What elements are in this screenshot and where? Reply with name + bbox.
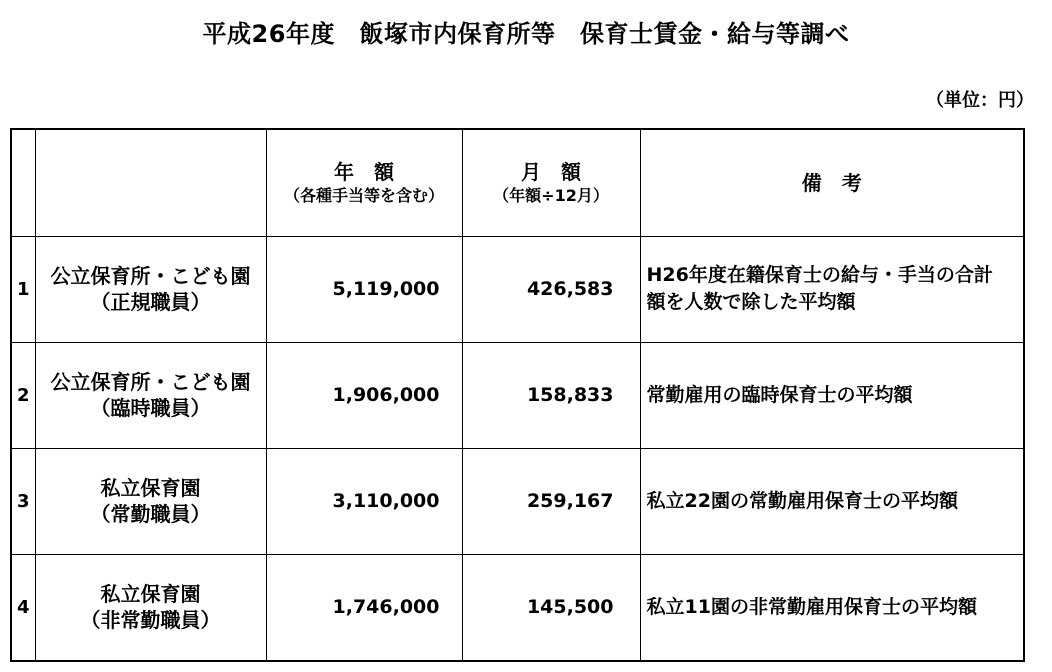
header-annual-note: （各種手当等を含む） [283, 185, 444, 205]
monthly-amount: 426,583 [462, 236, 640, 342]
facility-name-line2: （正規職員） [90, 290, 211, 314]
remark [640, 554, 1024, 661]
table-row [11, 554, 1024, 661]
header-monthly-note: （年額÷12月） [493, 185, 609, 205]
header-remarks-label: 備 考 [801, 170, 862, 195]
remark-line1: 私立11園の非常勤雇用保育士の平均額 [646, 595, 977, 618]
header-monthly [462, 129, 640, 236]
remark [640, 342, 1024, 448]
monthly-amount: 259,167 [462, 448, 640, 554]
facility-name-line1: 私立保育園 [100, 582, 201, 607]
facility-name-line2: （常勤職員） [90, 502, 211, 526]
row-number: 4 [11, 554, 35, 661]
annual-amount: 1,746,000 [266, 554, 462, 661]
page-title: 平成26年度 飯塚市内保育所等 保育士賃金・給与等調べ [202, 20, 850, 48]
facility-name [35, 448, 266, 554]
facility-name-line1: 私立保育園 [100, 476, 201, 500]
remark-line1: H26年度在籍保育士の給与・手当の合計 [646, 264, 993, 286]
facility-name-line2: （臨時職員） [90, 396, 211, 420]
header-monthly-label: 月 額 [521, 159, 581, 184]
remark-line1: 常勤雇用の臨時保育士の平均額 [646, 383, 913, 406]
facility-name [35, 342, 266, 448]
row-number: 2 [11, 342, 35, 448]
remark [640, 236, 1024, 342]
header-annual-label: 年 額 [334, 159, 394, 184]
annual-amount: 3,110,000 [266, 448, 462, 554]
header-remarks [640, 129, 1024, 236]
facility-name-line1: 公立保育所・こども園 [50, 370, 251, 394]
table-header-row [11, 129, 1024, 236]
salary-table [10, 128, 1025, 662]
remark-line1: 私立22園の常勤雇用保育士の平均額 [646, 489, 958, 512]
row-number: 3 [11, 448, 35, 554]
monthly-amount: 158,833 [462, 342, 640, 448]
header-name-cell [35, 129, 266, 236]
row-number: 1 [11, 236, 35, 342]
facility-name [35, 236, 266, 342]
table-row [11, 448, 1024, 554]
facility-name-line1: 公立保育所・こども園 [50, 264, 251, 288]
remark-line2: 額を人数で除した平均額 [646, 291, 856, 313]
table-row [11, 342, 1024, 448]
header-annual [266, 129, 462, 236]
annual-amount: 1,906,000 [266, 342, 462, 448]
monthly-amount: 145,500 [462, 554, 640, 661]
header-no-cell [11, 129, 35, 236]
facility-name [35, 554, 266, 661]
unit-label: （単位：円） [926, 90, 1034, 111]
annual-amount: 5,119,000 [266, 236, 462, 342]
remark [640, 448, 1024, 554]
table-row [11, 236, 1024, 342]
facility-name-line2: （非常勤職員） [80, 608, 221, 633]
